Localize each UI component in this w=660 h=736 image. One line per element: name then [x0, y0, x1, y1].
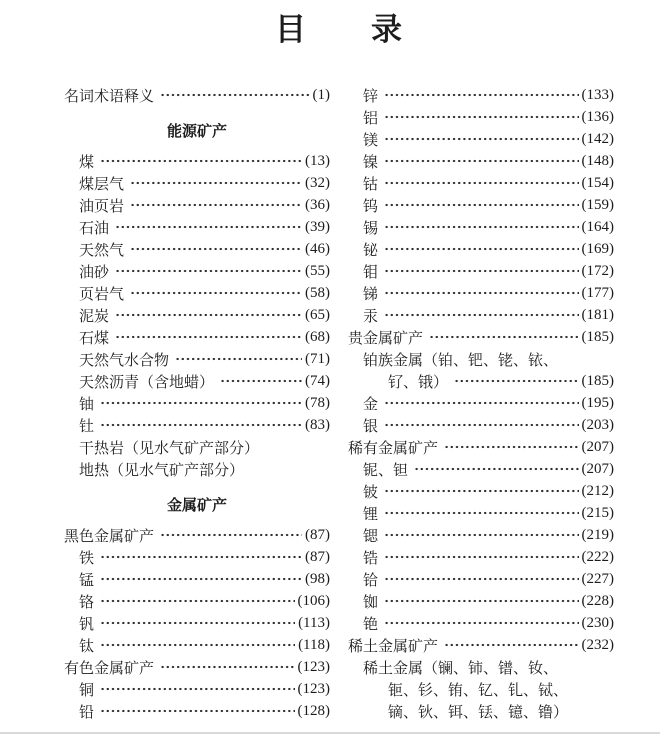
page-number: (83) — [305, 416, 330, 433]
toc-entry-label: 镍 — [363, 154, 379, 171]
page-number: (164) — [581, 218, 614, 235]
dot-leader — [115, 326, 302, 348]
page-number: (46) — [305, 240, 330, 257]
dot-leader — [100, 392, 302, 414]
toc-entry — [348, 392, 614, 414]
toc-entry-label: 黑色金属矿产 — [64, 528, 155, 545]
dot-leader — [115, 304, 302, 326]
toc-entry-label: 油页岩 — [79, 198, 125, 215]
toc-column-left — [64, 84, 330, 722]
toc-entry — [348, 370, 614, 392]
page-number: (195) — [581, 394, 614, 411]
dot-leader — [384, 282, 578, 304]
dot-leader — [384, 150, 578, 172]
dot-leader — [384, 84, 578, 106]
page-number: (228) — [581, 592, 614, 609]
toc-entry-label: 铪 — [363, 572, 379, 589]
toc-entry — [348, 348, 614, 370]
dot-leader — [100, 590, 294, 612]
page-number: (232) — [581, 636, 614, 653]
dot-leader — [100, 568, 302, 590]
toc-entry — [64, 348, 330, 370]
page-number: (212) — [581, 482, 614, 499]
dot-leader — [384, 612, 578, 634]
toc-entry — [64, 436, 330, 458]
page-number: (13) — [305, 152, 330, 169]
toc-entry-label: 钼 — [363, 264, 379, 281]
toc-entry-label: 石煤 — [79, 330, 110, 347]
dot-leader — [384, 238, 578, 260]
toc-entry-label: 铌、钽 — [363, 462, 409, 479]
toc-entry — [348, 612, 614, 634]
toc-entry — [348, 84, 614, 106]
toc-entry — [64, 634, 330, 656]
toc-entry — [64, 590, 330, 612]
toc-entry-label: 钒 — [79, 616, 95, 633]
toc-entry-label: 干热岩（见水气矿产部分） — [79, 440, 260, 457]
toc-entry — [64, 282, 330, 304]
dot-leader — [384, 304, 578, 326]
toc-entry-label: 钛 — [79, 638, 95, 655]
dot-leader — [100, 678, 294, 700]
page-number: (215) — [581, 504, 614, 521]
dot-leader — [100, 414, 302, 436]
dot-leader — [429, 326, 578, 348]
page-number: (74) — [305, 372, 330, 389]
dot-leader — [384, 480, 578, 502]
toc-entry — [64, 568, 330, 590]
page-number: (118) — [298, 636, 330, 653]
toc-entry-label: 铋 — [363, 242, 379, 259]
toc-entry — [348, 546, 614, 568]
dot-leader — [160, 524, 302, 546]
toc-entry-label: 泥炭 — [79, 308, 110, 325]
page-number: (181) — [581, 306, 614, 323]
toc-entry-label: 天然气水合物 — [79, 352, 170, 369]
section-header-label: 金属矿产 — [166, 498, 227, 514]
page-number: (123) — [297, 680, 330, 697]
toc-entry-label: 锆 — [363, 550, 379, 567]
page-number: (106) — [297, 592, 330, 609]
toc-entry — [64, 238, 330, 260]
page-number: (203) — [581, 416, 614, 433]
dot-leader — [130, 194, 302, 216]
toc-entry-label: 天然沥青（含地蜡） — [79, 374, 215, 391]
toc-entry — [64, 260, 330, 282]
dot-leader — [100, 700, 294, 722]
toc-entry — [64, 700, 330, 722]
toc-entry-label: 煤层气 — [79, 176, 125, 193]
page-number: (185) — [581, 372, 614, 389]
page-number: (154) — [581, 174, 614, 191]
toc-entry — [64, 172, 330, 194]
toc-entry — [348, 304, 614, 326]
toc-entry-label: 煤 — [79, 154, 95, 171]
toc-entry-label: 汞 — [363, 308, 379, 325]
toc-entry — [348, 260, 614, 282]
toc-column-right — [348, 84, 614, 722]
toc-entry-label: 铷 — [363, 594, 379, 611]
toc-entry-label: 铬 — [79, 594, 95, 611]
toc-entry-label: 铅 — [79, 704, 95, 721]
toc-entry-label: 镝、钬、铒、铥、镱、镥） — [388, 704, 569, 721]
dot-leader — [175, 348, 302, 370]
dot-leader — [160, 84, 309, 106]
toc-entry — [64, 678, 330, 700]
dot-leader — [444, 436, 578, 458]
toc-entry — [64, 194, 330, 216]
page-number: (113) — [298, 614, 330, 631]
page-number: (207) — [581, 438, 614, 455]
dot-leader — [384, 216, 578, 238]
page-number: (123) — [297, 658, 330, 675]
dot-leader — [130, 282, 302, 304]
toc-entry-label: 锌 — [363, 88, 379, 105]
toc-entry-label: 有色金属矿产 — [64, 660, 155, 677]
toc-entry — [348, 678, 614, 700]
toc-entry — [64, 414, 330, 436]
dot-leader — [384, 524, 578, 546]
page-number: (39) — [305, 218, 330, 235]
dot-leader — [384, 590, 578, 612]
toc-entry-label: 油砂 — [79, 264, 110, 281]
toc-section-header — [64, 494, 330, 516]
page-number: (172) — [581, 262, 614, 279]
page-number: (227) — [581, 570, 614, 587]
toc-entry-label: 锰 — [79, 572, 95, 589]
dot-leader — [100, 634, 295, 656]
page-number: (148) — [581, 152, 614, 169]
page-number: (55) — [305, 262, 330, 279]
dot-leader — [115, 216, 302, 238]
page-number: (133) — [581, 86, 614, 103]
toc-entry-label: 铁 — [79, 550, 95, 567]
page-number: (98) — [305, 570, 330, 587]
toc-entry-label: 钨 — [363, 198, 379, 215]
toc-entry — [348, 172, 614, 194]
dot-leader — [384, 194, 578, 216]
toc-entry — [64, 546, 330, 568]
dot-leader — [444, 634, 578, 656]
toc-entry-label: 铀 — [79, 396, 95, 413]
dot-leader — [100, 150, 302, 172]
toc-entry-label: 石油 — [79, 220, 110, 237]
dot-leader — [384, 392, 578, 414]
dot-leader — [384, 260, 578, 282]
page-number: (128) — [297, 702, 330, 719]
page-number: (87) — [305, 526, 330, 543]
toc-entry — [348, 414, 614, 436]
toc-entry — [64, 612, 330, 634]
page-number: (177) — [581, 284, 614, 301]
page-number: (169) — [581, 240, 614, 257]
toc-entry-label: 天然气 — [79, 242, 125, 259]
page-number: (71) — [305, 350, 330, 367]
dot-leader — [384, 502, 578, 524]
toc-entry-label: 铯 — [363, 616, 379, 633]
page-number: (78) — [305, 394, 330, 411]
toc-entry — [348, 282, 614, 304]
toc-entry — [348, 480, 614, 502]
toc-entry — [348, 524, 614, 546]
toc-entry — [348, 128, 614, 150]
dot-leader — [115, 260, 302, 282]
toc-entry — [64, 656, 330, 678]
dot-leader — [384, 546, 578, 568]
toc-entry-label: 铝 — [363, 110, 379, 127]
toc-entry-label: 银 — [363, 418, 379, 435]
toc-entry-label: 贵金属矿产 — [348, 330, 424, 347]
toc-entry-label: 锂 — [363, 506, 379, 523]
page-number: (136) — [581, 108, 614, 125]
toc-entry — [64, 216, 330, 238]
toc-entry — [64, 304, 330, 326]
dot-leader — [384, 568, 578, 590]
page-number: (65) — [305, 306, 330, 323]
toc-entry — [348, 216, 614, 238]
toc-entry-label: 稀有金属矿产 — [348, 440, 439, 457]
toc-entry — [64, 326, 330, 348]
page-number: (32) — [305, 174, 330, 191]
dot-leader — [160, 656, 294, 678]
toc-entry — [64, 370, 330, 392]
page-number: (68) — [305, 328, 330, 345]
dot-leader — [384, 128, 578, 150]
toc-entry — [348, 700, 614, 722]
toc-entry-label: 地热（见水气矿产部分） — [79, 462, 245, 479]
dot-leader — [384, 172, 578, 194]
page-number: (87) — [305, 548, 330, 565]
dot-leader — [130, 172, 302, 194]
page-number: (142) — [581, 130, 614, 147]
toc-entry — [348, 326, 614, 348]
toc-entry-label: 锑 — [363, 286, 379, 303]
toc-entry — [348, 106, 614, 128]
page-number: (207) — [581, 460, 614, 477]
page-number: (58) — [305, 284, 330, 301]
toc-entry — [348, 656, 614, 678]
toc-entry — [348, 194, 614, 216]
page-edge-artifact — [0, 732, 660, 734]
toc-entry — [64, 150, 330, 172]
toc-entry-label: 稀土金属（镧、铈、镨、钕、 — [363, 660, 559, 677]
toc-entry-label: 锡 — [363, 220, 379, 237]
dot-leader — [100, 612, 295, 634]
dot-leader — [220, 370, 302, 392]
toc-entry — [64, 392, 330, 414]
toc-entry-label: 钌、锇） — [388, 374, 449, 391]
toc-entry-label: 钍 — [79, 418, 95, 435]
toc-entry — [64, 524, 330, 546]
toc-entry — [348, 436, 614, 458]
toc-entry — [348, 590, 614, 612]
dot-leader — [384, 414, 578, 436]
toc-entry-label: 铂族金属（铂、钯、铑、铱、 — [363, 352, 559, 369]
toc-section-header — [64, 120, 330, 142]
toc-entry — [348, 502, 614, 524]
toc-entry-label: 名词术语释义 — [64, 88, 155, 105]
dot-leader — [384, 106, 578, 128]
toc-entry — [348, 150, 614, 172]
page-title: 目 录 — [275, 12, 403, 47]
toc-entry-label: 钴 — [363, 176, 379, 193]
toc-entry-label: 稀土金属矿产 — [348, 638, 439, 655]
page-number: (159) — [581, 196, 614, 213]
toc-entry — [64, 458, 330, 480]
dot-leader — [130, 238, 302, 260]
toc-entry-label: 锶 — [363, 528, 379, 545]
toc-columns — [64, 84, 614, 722]
section-header-label: 能源矿产 — [166, 124, 227, 140]
toc-entry — [348, 458, 614, 480]
dot-leader — [414, 458, 578, 480]
toc-entry — [348, 568, 614, 590]
page-number: (230) — [581, 614, 614, 631]
dot-leader — [100, 546, 302, 568]
toc-entry-label: 页岩气 — [79, 286, 125, 303]
toc-entry — [348, 238, 614, 260]
page-number: (185) — [581, 328, 614, 345]
page-number: (222) — [581, 548, 614, 565]
toc-entry — [64, 84, 330, 106]
toc-entry-label: 钷、钐、铕、钇、钆、铽、 — [388, 682, 569, 699]
toc-entry-label: 金 — [363, 396, 379, 413]
toc-entry-label: 铍 — [363, 484, 379, 501]
page-number: (36) — [305, 196, 330, 213]
toc-entry — [348, 634, 614, 656]
page-number: (1) — [312, 86, 330, 103]
page-number: (219) — [581, 526, 614, 543]
dot-leader — [454, 370, 578, 392]
toc-entry-label: 镁 — [363, 132, 379, 149]
toc-entry-label: 铜 — [79, 682, 95, 699]
